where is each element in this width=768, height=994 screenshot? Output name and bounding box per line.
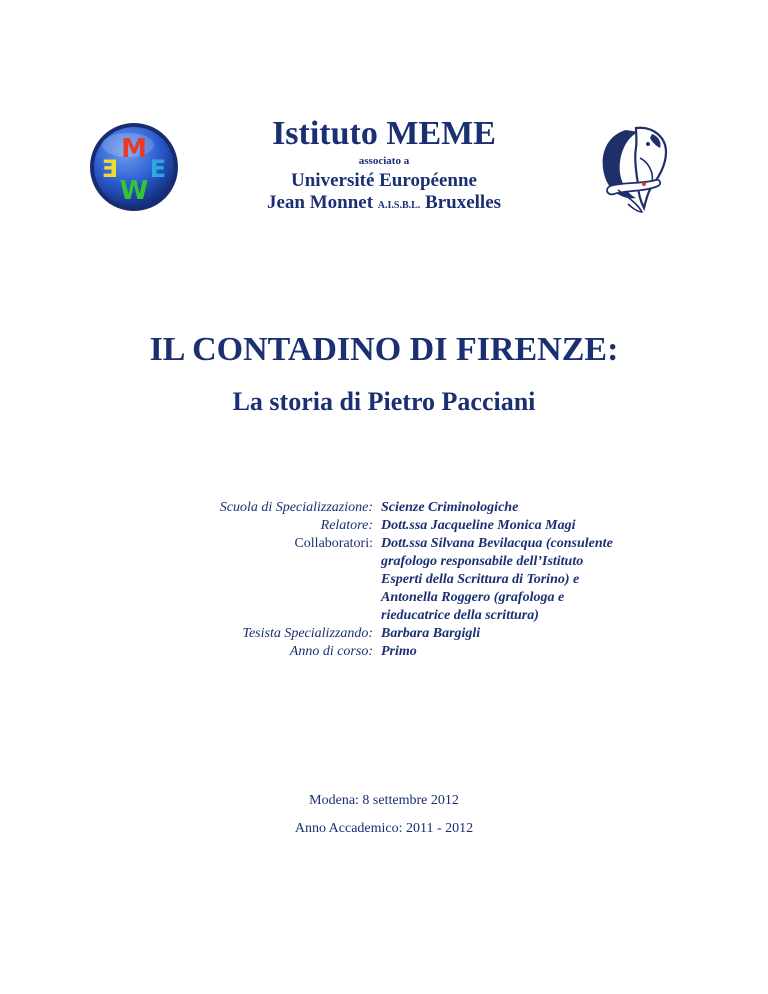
advisor-label: Relatore: (320, 518, 373, 533)
year-label: Anno di corso: (289, 644, 373, 659)
meme-logo-icon (88, 121, 180, 213)
detail-row-year (150, 643, 670, 661)
detail-row-collaborators (150, 535, 670, 625)
detail-row-advisor (150, 517, 670, 535)
meme-letter-left: E (101, 155, 119, 183)
meme-letter-bottom: W (119, 176, 149, 206)
thesis-subtitle: La storia di Pietro Pacciani (232, 387, 536, 416)
school-value: Scienze Criminologiche (381, 500, 519, 515)
collaborators-line: rieducatrice della scrittura) (381, 608, 539, 623)
collaborators-value (381, 535, 651, 625)
academic-year: Anno Accademico: 2011 - 2012 (294, 821, 474, 836)
parrot-scroll-logo-icon (596, 122, 674, 216)
place-date: Modena: 8 settembre 2012 (309, 793, 459, 808)
advisor-value: Dott.ssa Jacqueline Monica Magi (381, 518, 576, 533)
monnet-city: Bruxelles (425, 192, 502, 213)
collaborators-line: Esperti della Scrittura di Torino) e (381, 572, 580, 587)
detail-row-school (150, 499, 670, 517)
monnet-name: Jean Monnet (266, 192, 374, 213)
institution-header (200, 114, 568, 217)
meme-letter-right: E (149, 155, 167, 183)
associated-label: associato a (358, 155, 410, 167)
school-label: Scuola di Specializzazione: (219, 500, 373, 515)
student-value: Barbara Bargigli (381, 626, 481, 641)
meme-letter-top: M (121, 134, 147, 164)
detail-row-student (150, 625, 670, 643)
institute-name: Istituto MEME (272, 115, 496, 152)
student-label: Tesista Specializzando: (242, 626, 373, 641)
monnet-abbr: A.I.S.B.L. (377, 200, 421, 211)
thesis-details (150, 499, 670, 661)
university-city-line (200, 192, 568, 217)
year-value: Primo (381, 644, 417, 659)
collaborators-label: Collaboratori: (294, 536, 373, 551)
university-name: Université Européenne (291, 170, 477, 191)
thesis-title: IL CONTADINO DI FIRENZE: (149, 331, 619, 368)
collaborators-line: Antonella Roggero (grafologa e (381, 590, 565, 605)
collaborators-line: grafologo responsabile dell’Istituto (381, 554, 584, 569)
collaborators-line: Dott.ssa Silvana Bevilacqua (consulente (381, 536, 613, 551)
